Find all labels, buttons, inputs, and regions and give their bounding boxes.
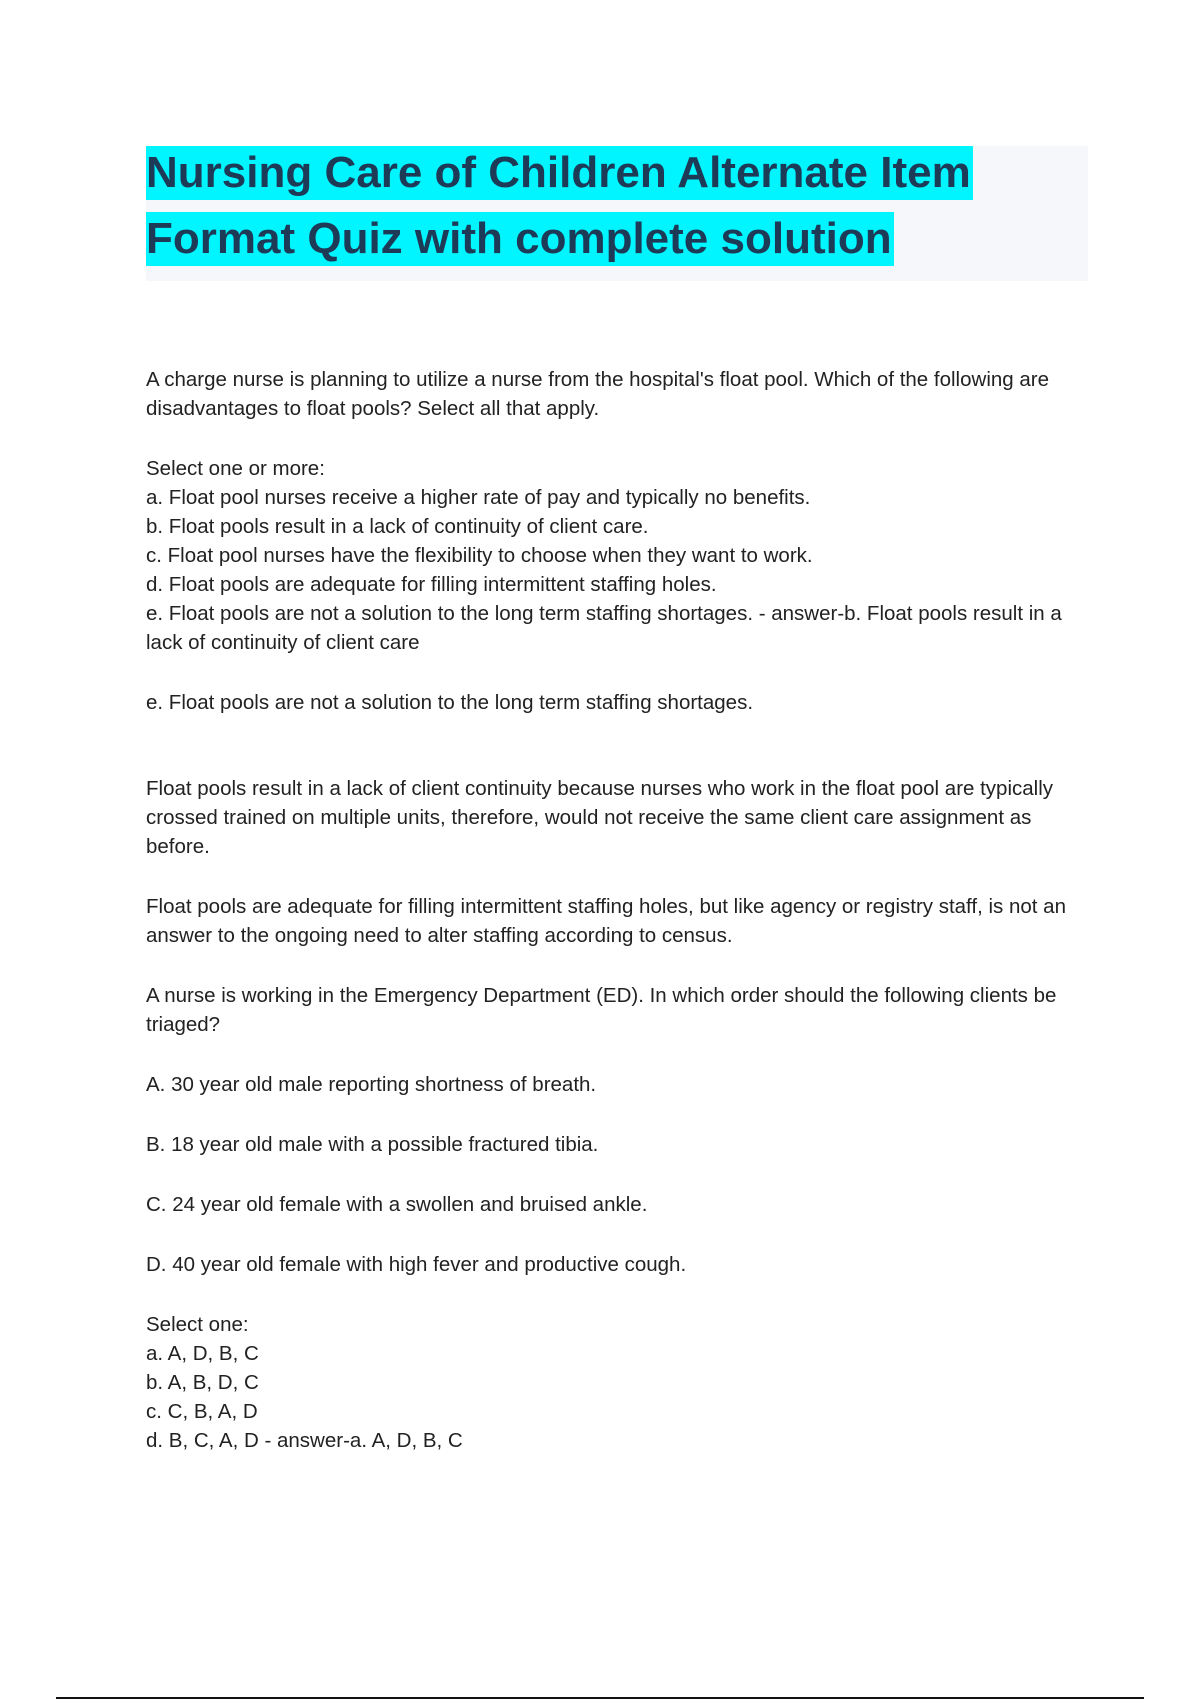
page-bottom-rule bbox=[56, 1697, 1144, 1699]
question-2-option-d: d. B, C, A, D - answer-a. A, D, B, C bbox=[146, 1429, 463, 1452]
question-2-option-c: c. C, B, A, D bbox=[146, 1400, 258, 1423]
question-1-stem: A charge nurse is planning to utilize a nurse from the hospital's float pool. Which of the following are disadvantages to float pools? Select all that apply. bbox=[146, 368, 1050, 420]
question-2-client-b: B. 18 year old male with a possible fractured tibia. bbox=[146, 1133, 599, 1156]
question-1-option-e: e. Float pools are not a solution to the long term staffing shortages. - answer-b. Float pools result in a lack of continuity of client care bbox=[146, 602, 1062, 654]
document-title-line-1: Nursing Care of Children Alternate Item bbox=[146, 146, 973, 200]
question-2-stem: A nurse is working in the Emergency Department (ED). In which order should the following clients be triaged? bbox=[146, 984, 1057, 1036]
question-1-rationale-2: Float pools are adequate for filling intermittent staffing holes, but like agency or registry staff, is not an answer to the ongoing need to alter staffing according to census. bbox=[146, 895, 1066, 947]
question-1-option-c: c. Float pool nurses have the flexibility to choose when they want to work. bbox=[146, 544, 813, 567]
document-title-line-2: Format Quiz with complete solution bbox=[146, 212, 894, 266]
question-2-client-a: A. 30 year old male reporting shortness of breath. bbox=[146, 1073, 597, 1096]
question-2-client-d: D. 40 year old female with high fever and productive cough. bbox=[146, 1253, 687, 1276]
question-2-instruction: Select one: bbox=[146, 1313, 249, 1336]
question-2-option-a: a. A, D, B, C bbox=[146, 1342, 259, 1365]
question-1-instruction: Select one or more: bbox=[146, 457, 325, 480]
document-body bbox=[146, 365, 1096, 1455]
question-2-client-c: C. 24 year old female with a swollen and bruised ankle. bbox=[146, 1193, 648, 1216]
question-1-rationale-1: Float pools result in a lack of client continuity because nurses who work in the float pool are typically crossed trained on multiple units, therefore, would not receive the same client care assignment as before. bbox=[146, 777, 1054, 858]
question-1-option-d: d. Float pools are adequate for filling intermittent staffing holes. bbox=[146, 573, 717, 596]
question-2-option-b: b. A, B, D, C bbox=[146, 1371, 259, 1394]
question-1-option-a: a. Float pool nurses receive a higher rate of pay and typically no benefits. bbox=[146, 486, 811, 509]
question-1-answer-continuation: e. Float pools are not a solution to the long term staffing shortages. bbox=[146, 691, 754, 714]
question-1-option-b: b. Float pools result in a lack of continuity of client care. bbox=[146, 515, 649, 538]
